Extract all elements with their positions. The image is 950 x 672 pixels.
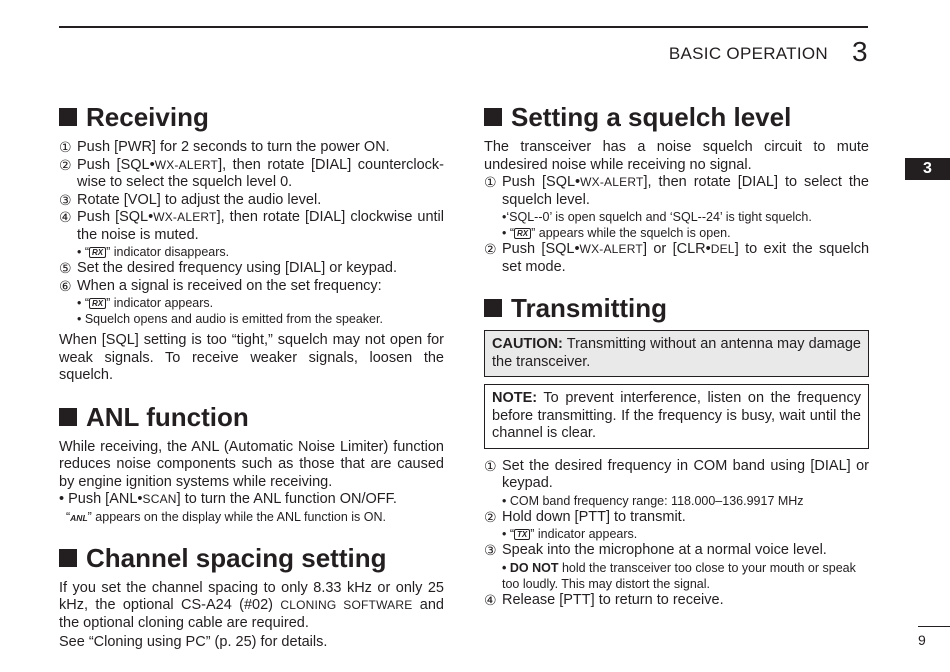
transmitting-step-4: ④ Release [PTT] to return to receive.	[484, 591, 724, 608]
transmitting-step-2: ② Hold down [PTT] to transmit.	[484, 508, 686, 525]
receiving-step-3: ③ Rotate [VOL] to adjust the audio level.	[59, 191, 322, 208]
channel-spacing-paragraph: If you set the channel spacing to only 8.33 kHz or only 25 kHz, the optional CS-A24 (#02) CLONING SOFTWARE and the optional cloning cable are required.	[59, 579, 444, 631]
left-column	[59, 101, 444, 652]
square-bullet-icon	[59, 108, 77, 126]
chapter-side-tab: 3	[905, 158, 950, 180]
chapter-number: 3	[852, 36, 868, 67]
channel-spacing-see-also: See “Cloning using PC” (p. 25) for details.	[59, 634, 328, 650]
section-header: BASIC OPERATION	[668, 44, 828, 63]
rx-indicator-icon: RX	[89, 298, 106, 309]
anl-note: “ANL” appears on the display while the ANL function is ON.	[66, 509, 386, 524]
square-bullet-icon	[59, 408, 77, 426]
top-rule	[59, 26, 868, 28]
receiving-step-5: ⑤ Set the desired frequency using [DIAL] or keypad.	[59, 260, 397, 276]
transmitting-step-2-note: • “ TX ” indicator appears.	[502, 527, 638, 541]
page-number: 9	[918, 632, 926, 648]
squelch-title: Setting a squelch level	[484, 101, 869, 133]
transmitting-step-3: ③ Speak into the microphone at a normal voice level.	[484, 542, 827, 558]
channel-spacing-title: Channel spacing setting	[59, 542, 444, 574]
rx-indicator-icon: RX	[89, 247, 106, 258]
squelch-step-1-note-a: •‘SQL--0’ is open squelch and ‘SQL--24’ is tight squelch.	[502, 210, 812, 224]
receiving-step-6-note-a: • “ RX ” indicator appears.	[77, 296, 214, 310]
note-box: NOTE: To prevent interference, listen on the frequency before transmitting. If the frequency is busy, wait until the channel is clear.	[484, 384, 869, 449]
receiving-step-4-note: • “ RX ” indicator disappears.	[77, 245, 230, 259]
transmitting-title: Transmitting	[484, 292, 869, 324]
receiving-step-4: ④ Push [SQL•WX-ALERT], then rotate [DIAL] clockwise until the noise is muted.	[59, 209, 445, 243]
anl-paragraph: While receiving, the ANL (Automatic Noise Limiter) function reduces noise components such as those that are caused by engine ignition systems while receiving.	[59, 438, 444, 490]
square-bullet-icon	[484, 299, 502, 317]
anl-bullet: • Push [ANL•SCAN] to turn the ANL function ON/OFF.	[59, 491, 397, 507]
transmitting-step-1-note: • COM band frequency range: 118.000–136.9917 MHz	[502, 493, 804, 508]
transmitting-step-3-note: • DO NOT hold the transceiver too close to your mouth or speak too loudly. This may distort the signal.	[502, 560, 856, 591]
receiving-step-6: ⑥ When a signal is received on the set frequency:	[59, 277, 382, 294]
square-bullet-icon	[484, 108, 502, 126]
squelch-step-1-note-b: • “ RX ” appears while the squelch is open.	[502, 226, 731, 240]
receiving-step-6-note-b: • Squelch opens and audio is emitted from the speaker.	[77, 312, 383, 326]
rx-indicator-icon: RX	[514, 228, 531, 239]
squelch-step-1: ① Push [SQL•WX-ALERT], then rotate [DIAL] to select the squelch level.	[484, 174, 869, 208]
anl-indicator-icon: ANL	[70, 512, 88, 523]
page-number-rule	[918, 626, 950, 627]
anl-title: ANL function	[59, 401, 444, 433]
caution-box: CAUTION: Transmitting without an antenna may damage the transceiver.	[484, 330, 869, 377]
squelch-step-2: ② Push [SQL•WX-ALERT] or [CLR•DEL] to exit the squelch set mode.	[484, 241, 870, 275]
squelch-paragraph: The transceiver has a noise squelch circuit to mute undesired noise while receiving no signal.	[484, 139, 869, 173]
receiving-paragraph: When [SQL] setting is too “tight,” squelch may not open for weak signals. To receive weaker signals, loosen the squelch.	[59, 332, 444, 383]
right-column	[484, 101, 869, 609]
receiving-step-2: ② Push [SQL•WX-ALERT], then rotate [DIAL] counterclock-wise to select the squelch level 0.	[59, 156, 444, 190]
receiving-title: Receiving	[59, 101, 444, 133]
square-bullet-icon	[59, 549, 77, 567]
tx-indicator-icon: TX	[514, 529, 530, 540]
receiving-step-1: ① Push [PWR] for 2 seconds to turn the power ON.	[59, 139, 390, 155]
transmitting-step-1: ① Set the desired frequency in COM band using [DIAL] or keypad.	[484, 457, 869, 491]
